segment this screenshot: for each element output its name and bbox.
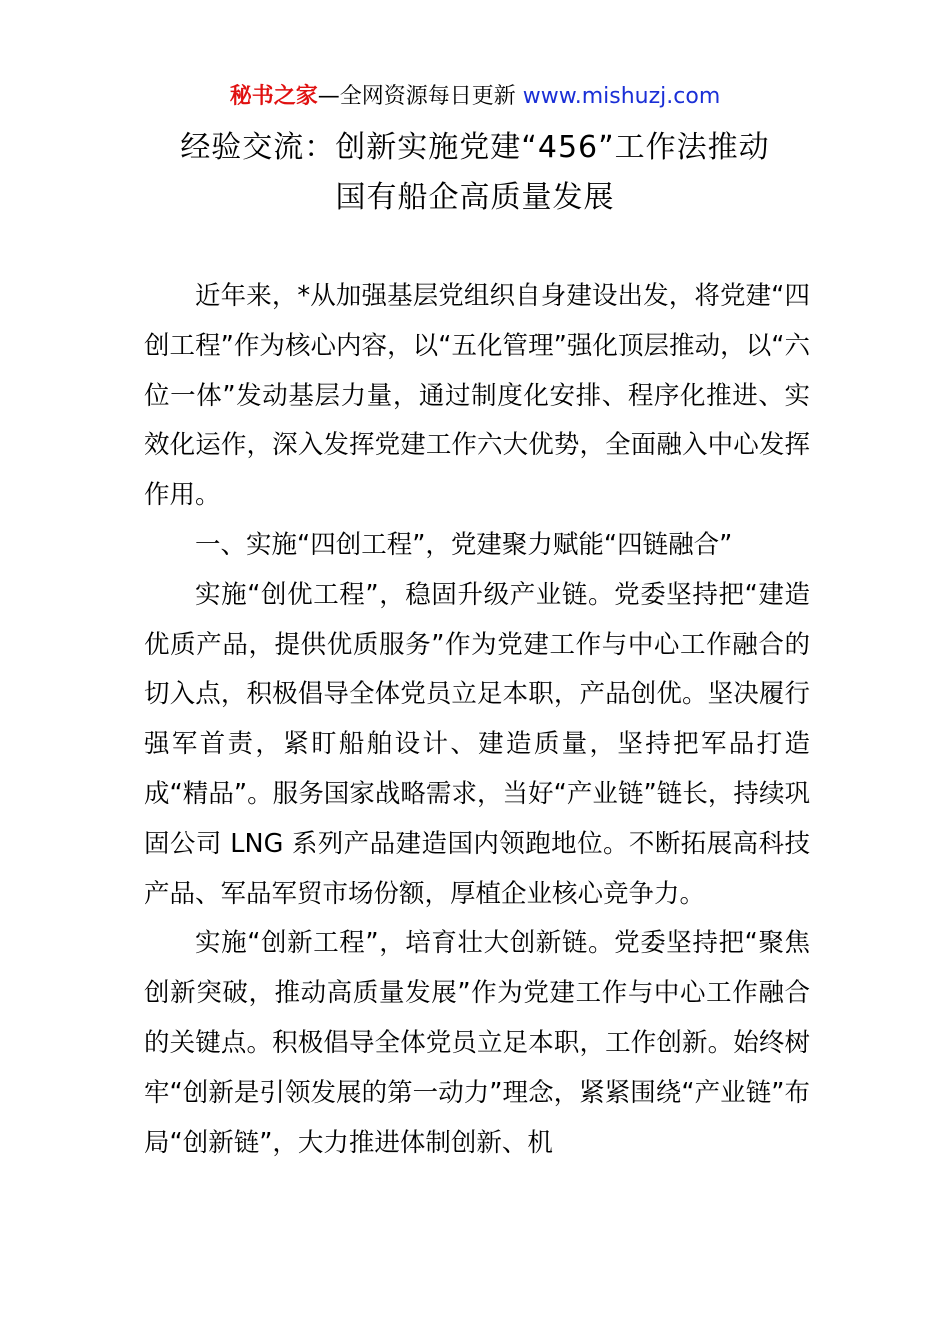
site-brand: 秘书之家 xyxy=(229,84,318,109)
document-title-line-1: 经验交流：创新实施党建“456”工作法推动 xyxy=(180,130,770,165)
site-header xyxy=(0,82,950,112)
document-body xyxy=(144,272,810,1168)
document-title-line-2: 国有船企高质量发展 xyxy=(335,180,615,215)
site-url[interactable]: www.mishuzj.com xyxy=(522,84,721,109)
paragraph-chuangxin: 实施“创新工程”，培育壮大创新链。党委坚持把“聚焦创新突破，推动高质量发展”作为党建工作与中心工作融合的关键点。积极倡导全体党员立足本职，工作创新。始终树牢“创新是引领发展的第一动力”理念，紧紧围绕“产业链”布局“创新链”，大力推进体制创新、机 xyxy=(144,928,810,1158)
site-slogan: —全网资源每日更新 xyxy=(317,84,516,109)
paragraph-intro: 近年来，*从加强基层党组织自身建设出发，将党建“四创工程”作为核心内容，以“五化管理”强化顶层推动，以“六位一体”发动基层力量，通过制度化安排、程序化推进、实效化运作，深入发挥党建工作六大优势，全面融入中心发挥作用。 xyxy=(144,281,810,511)
paragraph-chuangyou: 实施“创优工程”，稳固升级产业链。党委坚持把“建造优质产品，提供优质服务”作为党建工作与中心工作融合的切入点，积极倡导全体党员立足本职，产品创优。坚决履行强军首责，紧盯船舶设计、建造质量，坚持把军品打造成“精品”。服务国家战略需求，当好“产业链”链长，持续巩固公司 LNG 系列产品建造国内领跑地位。不断拓展高科技产品、军品军贸市场份额，厚植企业核心竞争力。 xyxy=(144,579,810,909)
section-heading-1: 一、实施“四创工程”，党建聚力赋能“四链融合” xyxy=(195,529,733,560)
